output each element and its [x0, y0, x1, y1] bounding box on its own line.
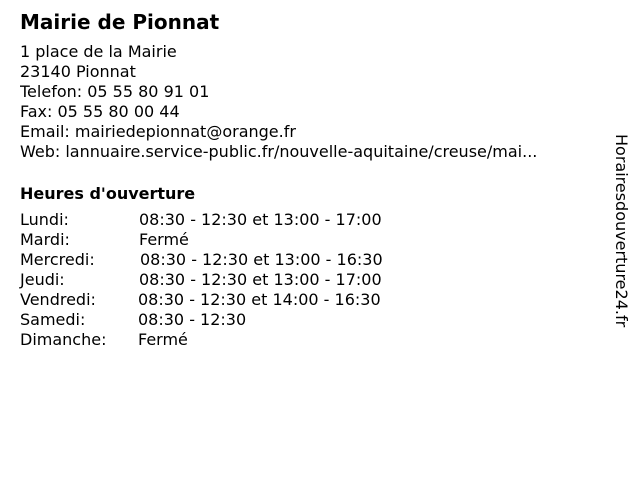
site-watermark [612, 134, 632, 374]
day-hours: 08:30 - 12:30 [138, 310, 247, 329]
phone-line: Telefon: 05 55 80 91 01 [20, 82, 210, 101]
day-hours: Fermé [138, 330, 188, 349]
hours-row-thursday [20, 270, 610, 290]
email-line: Email: mairiedepionnat@orange.fr [20, 122, 296, 141]
address-line-1: 1 place de la Mairie [20, 42, 177, 61]
address-line-2: 23140 Pionnat [20, 62, 136, 81]
day-label: Samedi: [20, 310, 86, 329]
day-label: Vendredi: [20, 290, 96, 309]
day-label: Mercredi: [20, 250, 95, 269]
day-hours: 08:30 - 12:30 et 13:00 - 17:00 [139, 210, 382, 229]
web-line: Web: lannuaire.service-public.fr/nouvelle-aquitaine/creuse/mai... [20, 142, 538, 161]
day-hours: Fermé [139, 230, 189, 249]
day-label: Mardi: [20, 230, 70, 249]
fax-line: Fax: 05 55 80 00 44 [20, 102, 180, 121]
hours-row-friday [20, 290, 610, 310]
hours-heading: Heures d'ouverture [20, 184, 196, 203]
hours-table [20, 210, 610, 350]
hours-row-wednesday [20, 250, 610, 270]
day-hours: 08:30 - 12:30 et 14:00 - 16:30 [138, 290, 381, 309]
hours-row-tuesday [20, 230, 610, 250]
day-label: Jeudi: [20, 270, 65, 289]
day-hours: 08:30 - 12:30 et 13:00 - 17:00 [139, 270, 382, 289]
day-label: Dimanche: [20, 330, 107, 349]
hours-row-sunday [20, 330, 610, 350]
hours-row-monday [20, 210, 610, 230]
day-label: Lundi: [20, 210, 69, 229]
page-title: Mairie de Pionnat [20, 10, 220, 34]
hours-row-saturday [20, 310, 610, 330]
day-hours: 08:30 - 12:30 et 13:00 - 16:30 [140, 250, 383, 269]
listing-card [20, 10, 610, 350]
watermark-text: Horairesdouverture24.fr [612, 134, 631, 328]
